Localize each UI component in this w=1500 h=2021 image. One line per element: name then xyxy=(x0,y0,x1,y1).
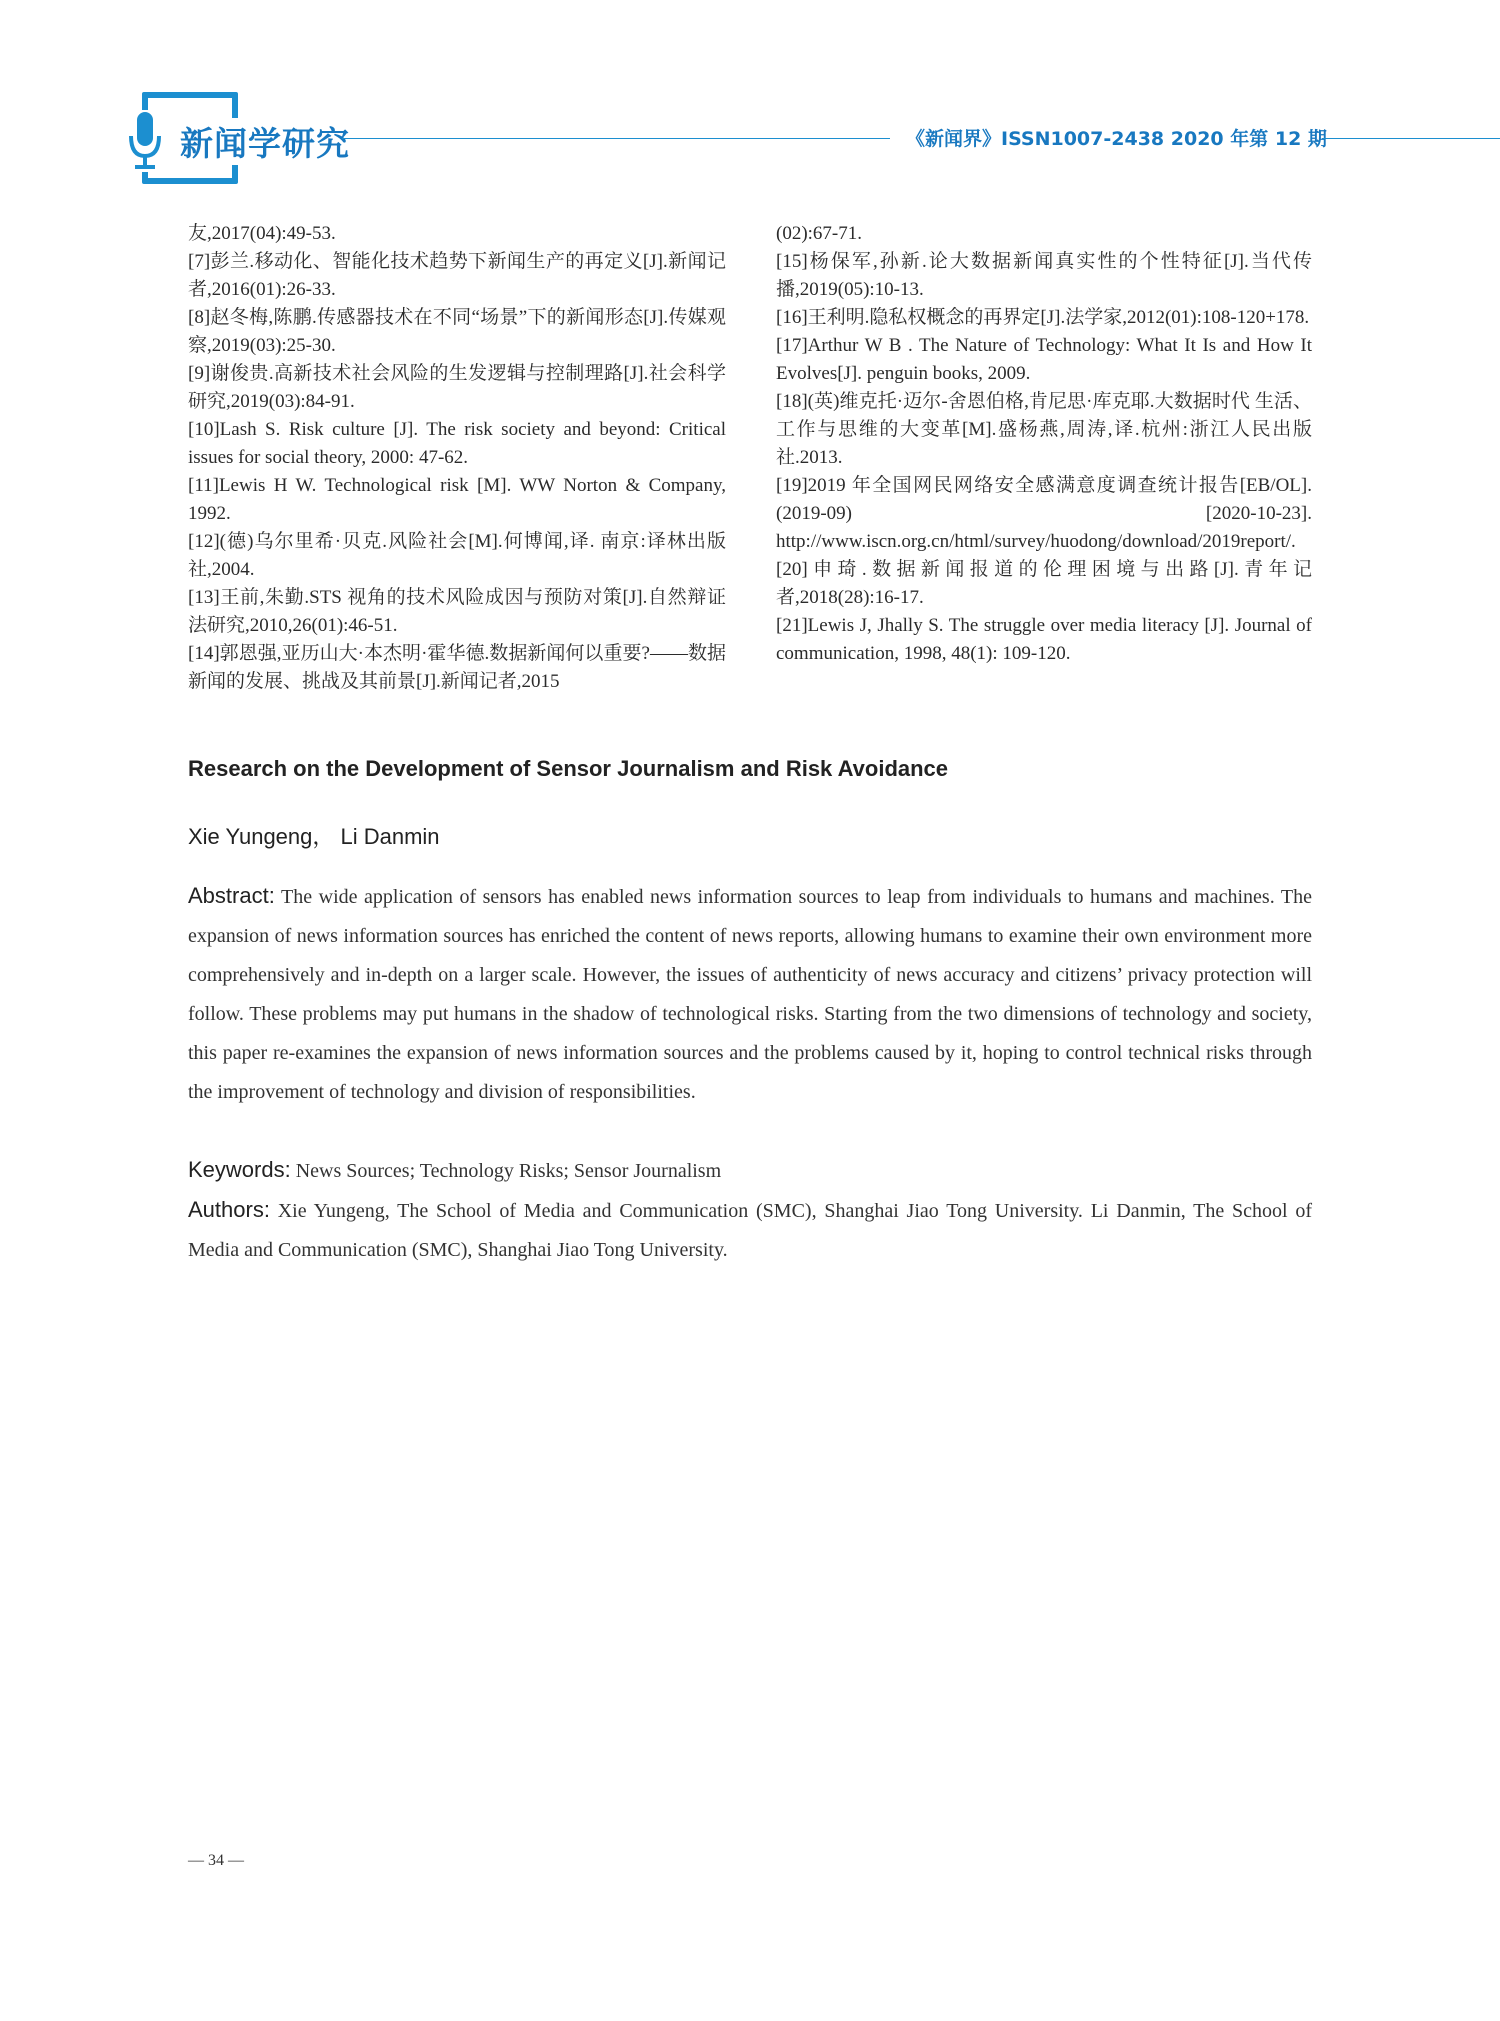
references-left-column xyxy=(188,220,726,696)
reference-item: [20]申琦.数据新闻报道的伦理困境与出路[J].青年记者,2018(28):16-17. xyxy=(776,559,1312,608)
reference-item: [9]谢俊贵.高新技术社会风险的生发逻辑与控制理路[J].社会科学研究,2019(03):84-91. xyxy=(188,363,726,412)
page-number: — 34 — xyxy=(188,1852,244,1869)
abstract-label: Abstract: xyxy=(188,883,275,908)
journal-info: 《新闻界》ISSN1007-2438 2020 年第 12 期 xyxy=(906,128,1327,150)
reference-item: [10]Lash S. Risk culture [J]. The risk society and beyond: Critical issues for social theory, 2000: 47-62. xyxy=(188,419,726,468)
reference-item: [14]郭恩强,亚历山大·本杰明·霍华德.数据新闻何以重要?——数据新闻的发展、挑战及其前景[J].新闻记者,2015 xyxy=(188,643,726,692)
english-title: Research on the Development of Sensor Journalism and Risk Avoidance xyxy=(188,756,949,781)
keywords-block xyxy=(188,1150,1312,1191)
reference-item: [11]Lewis H W. Technological risk [M]. WW Norton & Company, 1992. xyxy=(188,475,726,524)
section-logo-text: 新闻学研究 xyxy=(176,118,354,165)
reference-item: [21]Lewis J, Jhally S. The struggle over media literacy [J]. Journal of communication, 1998, 48(1): 109-120. xyxy=(776,615,1312,664)
reference-item: [15]杨保军,孙新.论大数据新闻真实性的个性特征[J].当代传播,2019(05):10-13. xyxy=(776,251,1312,300)
keywords-label: Keywords: xyxy=(188,1157,291,1182)
microphone-icon xyxy=(126,110,164,172)
reference-item: [18](英)维克托·迈尔-舍恩伯格,肯尼思·库克耶.大数据时代 生活、工作与思维的大变革[M].盛杨燕,周涛,译.杭州:浙江人民出版社.2013. xyxy=(776,391,1312,468)
reference-item: [17]Arthur W B . The Nature of Technology: What It Is and How It Evolves[J]. penguin books, 2009. xyxy=(776,335,1312,384)
reference-item: [7]彭兰.移动化、智能化技术趋势下新闻生产的再定义[J].新闻记者,2016(01):26-33. xyxy=(188,251,726,300)
reference-item: [13]王前,朱勤.STS 视角的技术风险成因与预防对策[J].自然辩证法研究,2010,26(01):46-51. xyxy=(188,587,726,636)
page-header xyxy=(0,0,1500,200)
authors-label: Authors: xyxy=(188,1197,270,1222)
reference-item: (02):67-71. xyxy=(776,223,863,244)
abstract-text: The wide application of sensors has enabled news information sources to leap from individuals to humans and machines. The expansion of news information sources has enriched the content of news reports, allowing humans to examine their own environment more comprehensively and in-depth on a larger scale. However, the issues of authenticity of news accuracy and citizens’ privacy protection will follow. These problems may put humans in the shadow of technological risks. Starting from the two dimensions of technology and society, this paper re-examines the expansion of news information sources and the problems caused by it, hoping to control technical risks through the improvement of technology and division of responsibilities. xyxy=(188,886,1312,1103)
header-rule-right xyxy=(1322,138,1500,139)
reference-item: [19]2019 年全国网民网络安全感满意度调查统计报告[EB/OL].(2019-09) [2020-10-23]. http://www.iscn.org.cn/html/survey/huodong/download/2019report/. xyxy=(776,475,1312,552)
authors-block xyxy=(188,1190,1312,1270)
authors-text: Xie Yungeng, The School of Media and Communication (SMC), Shanghai Jiao Tong University. Li Danmin, The School of Media and Communication (SMC), Shanghai Jiao Tong University. xyxy=(188,1200,1312,1261)
reference-item: [8]赵冬梅,陈鹏.传感器技术在不同“场景”下的新闻形态[J].传媒观察,2019(03):25-30. xyxy=(188,307,726,356)
english-authors: Xie Yungeng， Li Danmin xyxy=(188,824,440,849)
abstract-block xyxy=(188,876,1312,1112)
keywords-text: News Sources; Technology Risks; Sensor Journalism xyxy=(290,1160,722,1182)
references-right-column xyxy=(776,220,1312,668)
header-rule-left xyxy=(342,138,890,139)
reference-item: [16]王利明.隐私权概念的再界定[J].法学家,2012(01):108-120+178. xyxy=(776,307,1310,328)
reference-item: 友,2017(04):49-53. xyxy=(188,223,336,244)
reference-item: [12](德)乌尔里希·贝克.风险社会[M].何博闻,译. 南京:译林出版社,2004. xyxy=(188,531,726,580)
